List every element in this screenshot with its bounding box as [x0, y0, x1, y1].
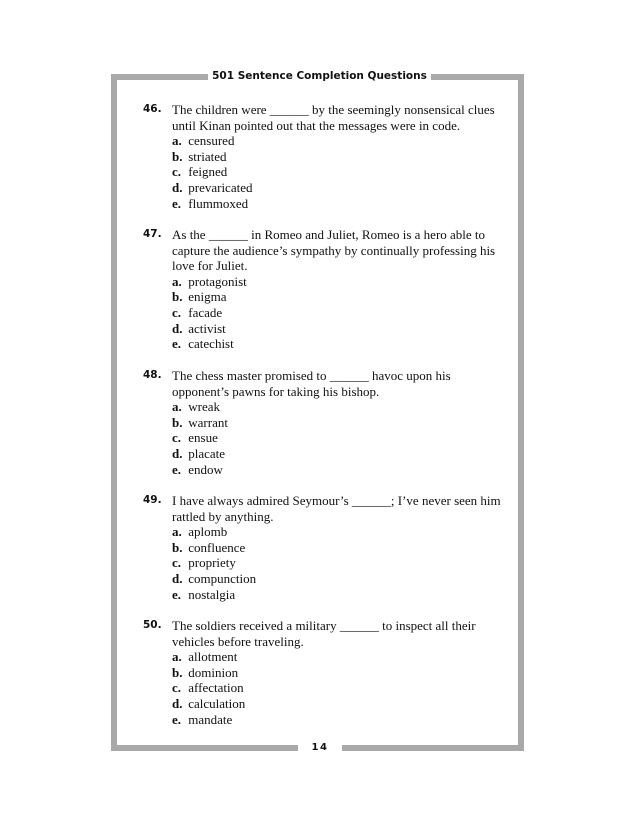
answer-option-b: b. dominion: [172, 664, 239, 680]
frame-top-left-bar: [111, 74, 208, 80]
answer-option-a: a. censured: [172, 133, 235, 149]
question-49: [143, 493, 503, 602]
frame-bottom-right-bar: [342, 745, 524, 751]
answer-options: [172, 133, 503, 211]
frame-bottom-left-bar: [111, 745, 298, 751]
question-47: [143, 227, 503, 352]
running-header: 501 Sentence Completion Questions: [212, 70, 427, 82]
answer-option-c: c. affectation: [172, 680, 244, 696]
question-stem: The children were ______ by the seemingly nonsensical clues until Kinan pointed out that the messages were in code.: [172, 102, 495, 133]
answer-options: [172, 649, 503, 727]
answer-option-d: d. calculation: [172, 695, 246, 711]
answer-option-e: e. nostalgia: [172, 586, 236, 602]
answer-options: [172, 399, 503, 477]
question-number: 47.: [143, 228, 162, 240]
answer-option-b: b. enigma: [172, 289, 227, 305]
question-46: [143, 102, 503, 211]
question-stem: As the ______ in Romeo and Juliet, Romeo is a hero able to capture the audience’s sympathy by continually professing his love for Juliet.: [172, 227, 496, 274]
answer-option-c: c. propriety: [172, 555, 236, 571]
answer-option-c: c. ensue: [172, 430, 218, 446]
question-50: [143, 618, 503, 727]
question-number: 49.: [143, 494, 162, 506]
answer-options: [172, 274, 503, 352]
question-stem: The soldiers received a military ______ to inspect all their vehicles before traveling.: [172, 618, 476, 649]
answer-option-c: c. feigned: [172, 164, 228, 180]
answer-option-d: d. activist: [172, 320, 226, 336]
answer-option-e: e. mandate: [172, 711, 233, 727]
answer-option-b: b. striated: [172, 148, 227, 164]
question-stem: I have always admired Seymour’s ______; I’ve never seen him rattled by anything.: [172, 493, 501, 524]
answer-option-a: a. wreak: [172, 399, 221, 415]
answer-options: [172, 524, 503, 602]
answer-option-b: b. confluence: [172, 539, 246, 555]
answer-option-c: c. facade: [172, 304, 223, 320]
answer-option-d: d. compunction: [172, 570, 257, 586]
answer-option-a: a. aplomb: [172, 524, 228, 540]
question-number: 50.: [143, 619, 162, 631]
answer-option-e: e. catechist: [172, 336, 234, 352]
frame-right-bar: [518, 74, 524, 751]
frame-top-right-bar: [431, 74, 524, 80]
answer-option-a: a. protagonist: [172, 273, 247, 289]
answer-option-a: a. allotment: [172, 649, 238, 665]
question-number: 46.: [143, 103, 162, 115]
answer-option-e: e. endow: [172, 461, 223, 477]
question-number: 48.: [143, 369, 162, 381]
answer-option-d: d. prevaricated: [172, 179, 253, 195]
answer-option-d: d. placate: [172, 445, 226, 461]
answer-option-e: e. flummoxed: [172, 195, 249, 211]
question-48: [143, 368, 503, 477]
question-stem: The chess master promised to ______ havoc upon his opponent’s pawns for taking his bishop.: [172, 368, 451, 399]
answer-option-b: b. warrant: [172, 414, 228, 430]
page-number: 14: [311, 742, 329, 753]
frame-left-bar: [111, 74, 117, 751]
